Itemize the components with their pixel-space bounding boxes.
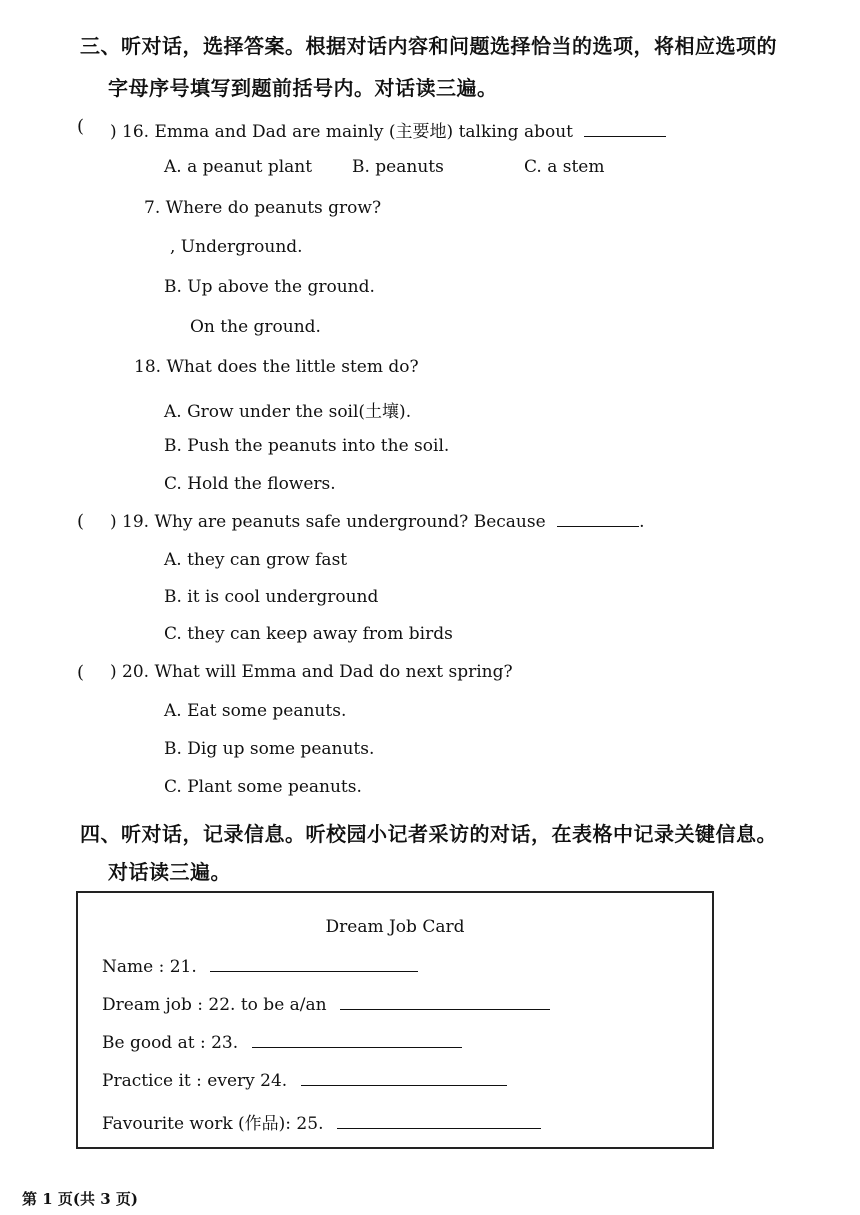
q17-option-c: On the ground.: [190, 317, 321, 337]
q16-option-c: C. a stem: [524, 157, 605, 177]
section-3-heading-line-2: 字母序号填写到题前括号内。对话读三遍。: [108, 76, 498, 100]
question-17-text: 7. Where do peanuts grow?: [144, 198, 382, 218]
card-title: Dream Job Card: [325, 917, 465, 937]
card-row-dream-job: [102, 995, 550, 1015]
q20-option-a: A. Eat some peanuts.: [164, 701, 347, 721]
q19-option-a: A. they can grow fast: [164, 550, 348, 570]
section-3-heading-line-1: 三、听对话，选择答案。根据对话内容和问题选择恰当的选项，将相应选项的: [80, 34, 777, 58]
answer-paren-16-close: ): [110, 122, 117, 142]
card-row-name: [102, 957, 418, 977]
question-16: [110, 117, 666, 142]
answer-paren-20-close: ): [110, 662, 117, 682]
section-4-heading-line-1: 四、听对话，记录信息。听校园小记者采访的对话，在表格中记录关键信息。: [80, 822, 777, 846]
answer-blank-25[interactable]: [337, 1128, 541, 1129]
answer-paren-19-close: ): [110, 512, 117, 532]
card-label-favourite-work: Favourite work (作品): 25.: [102, 1114, 324, 1134]
question-20-text: 20. What will Emma and Dad do next spring?: [122, 662, 513, 682]
q18-option-b: B. Push the peanuts into the soil.: [164, 436, 450, 456]
q17-option-a: , Underground.: [170, 237, 303, 257]
card-row-favourite-work: [102, 1109, 541, 1134]
q20-option-c: C. Plant some peanuts.: [164, 777, 362, 797]
answer-blank-19[interactable]: [557, 526, 639, 527]
answer-blank-21[interactable]: [210, 971, 418, 972]
question-19-end: .: [639, 512, 645, 532]
q18-option-a: A. Grow under the soil(土壤).: [164, 402, 412, 422]
card-label-dream-job: Dream job : 22. to be a/an: [102, 995, 327, 1015]
answer-blank-22[interactable]: [340, 1009, 550, 1010]
q16-option-b: B. peanuts: [352, 157, 444, 177]
q20-option-b: B. Dig up some peanuts.: [164, 739, 375, 759]
question-16-text: 16. Emma and Dad are mainly (主要地) talking about: [122, 122, 573, 142]
question-19-text: 19. Why are peanuts safe underground? Because: [122, 512, 546, 532]
q19-option-c: C. they can keep away from birds: [164, 624, 453, 644]
card-label-name: Name : 21.: [102, 957, 197, 977]
answer-paren-20: (: [77, 662, 85, 683]
question-18-text: 18. What does the little stem do?: [134, 357, 419, 377]
q19-option-b: B. it is cool underground: [164, 587, 379, 607]
answer-blank-23[interactable]: [252, 1047, 462, 1048]
section-4-heading-line-2: 对话读三遍。: [108, 860, 231, 884]
card-label-good-at: Be good at : 23.: [102, 1033, 239, 1053]
q18-option-c: C. Hold the flowers.: [164, 474, 336, 494]
q17-option-b: B. Up above the ground.: [164, 277, 375, 297]
question-19: [110, 512, 644, 532]
answer-blank-16[interactable]: [584, 136, 666, 137]
question-20: [110, 662, 513, 682]
card-row-practice: [102, 1071, 507, 1091]
card-label-practice: Practice it : every 24.: [102, 1071, 288, 1091]
answer-blank-24[interactable]: [301, 1085, 507, 1086]
dream-job-card: [76, 891, 714, 1149]
q16-option-a: A. a peanut plant: [164, 157, 313, 177]
answer-paren-16: (: [77, 116, 85, 137]
page-number-footer: 第 1 页(共 3 页): [22, 1190, 138, 1208]
card-row-good-at: [102, 1033, 462, 1053]
answer-paren-19: (: [77, 511, 85, 532]
